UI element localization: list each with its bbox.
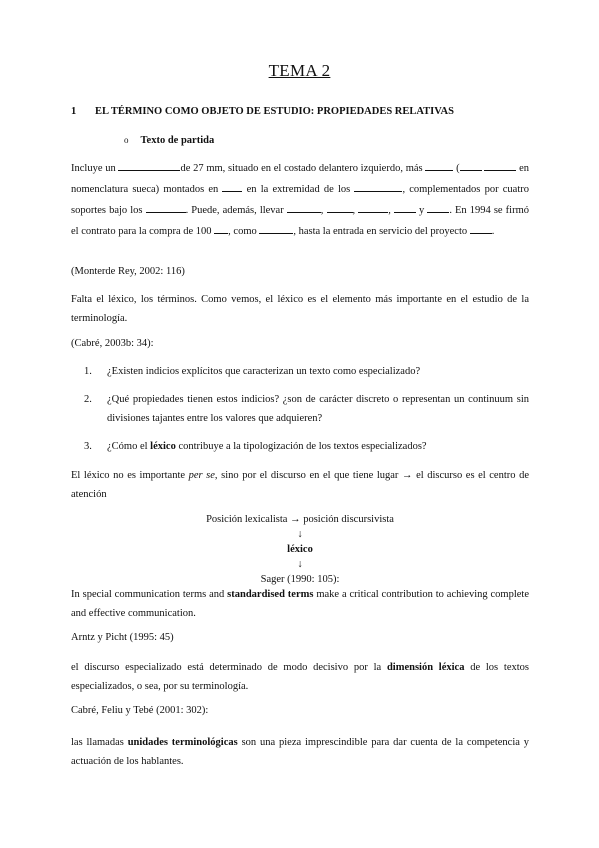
section-number: 1 xyxy=(71,106,77,117)
citation: Arntz y Picht (1995: 45) xyxy=(71,632,174,643)
quote-paragraph: las llamadas unidades terminológicas son una pieza imprescindible para dar cuenta de la competencia y actuación de los hablantes. xyxy=(71,737,529,767)
list-item: 2. ¿Qué propiedades tienen estos indicios? ¿son de carácter discreto o representan un continuum sin divisiones tajantes entre los valores que adquieren? xyxy=(84,394,529,424)
blank-line xyxy=(470,223,492,234)
body-paragraph: El léxico no es importante per se, sino por el discurso en el que tiene lugar → el discurso es el centro de atención xyxy=(71,470,529,500)
list-item: 1. ¿Existen indicios explícitos que caracterizan un texto como especializado? xyxy=(84,366,421,377)
down-arrow-icon: ↓ xyxy=(297,529,303,540)
blank-line xyxy=(484,160,516,171)
citation: (Cabré, 2003b: 34): xyxy=(71,338,154,349)
blank-line xyxy=(118,160,180,171)
blank-line xyxy=(214,223,228,234)
blank-line xyxy=(358,202,388,213)
blank-line xyxy=(287,202,321,213)
blank-line xyxy=(222,181,242,192)
citation: Cabré, Feliu y Tebé (2001: 302): xyxy=(71,705,209,716)
diagram-line: Posición lexicalista → posición discursivista xyxy=(206,514,394,525)
blank-line xyxy=(327,202,353,213)
body-paragraph: Falta el léxico, los términos. Como vemos, el léxico es el elemento más importante en el estudio de la terminología. xyxy=(71,294,529,324)
down-arrow-icon: ↓ xyxy=(297,559,303,570)
blank-line xyxy=(394,202,416,213)
list-item: 3. ¿Cómo el léxico contribuye a la tipologización de los textos especializados? xyxy=(84,441,427,452)
page-title: TEMA 2 xyxy=(268,61,331,80)
subsection-label: Texto de partida xyxy=(140,135,215,146)
citation: Sager (1990: 105): xyxy=(260,574,340,585)
blank-line xyxy=(460,160,482,171)
blank-line xyxy=(259,223,293,234)
blank-line xyxy=(146,202,186,213)
blank-line xyxy=(354,181,402,192)
bullet-icon: o xyxy=(124,135,129,146)
diagram xyxy=(71,512,529,587)
section-title: EL TÉRMINO COMO OBJETO DE ESTUDIO: PROPIEDADES RELATIVAS xyxy=(95,106,454,117)
quote-paragraph: In special communication terms and standardised terms make a critical contribution to achieving complete and effective communication. xyxy=(71,589,529,619)
diagram-center-label: léxico xyxy=(287,544,313,555)
blank-line xyxy=(425,160,453,171)
section-heading xyxy=(71,104,529,120)
gap-fill-paragraph: Incluye un de 27 mm, situado en el costado delantero izquierdo, más ( en nomenclatura sueca) montados en en la extremidad de los , complementados por cuatro soportes bajo los . Puede, además, llevar , , , y . En 1994 se firmó el contrato para la compra de 100 , como , hasta la entrada en servicio del proyecto . xyxy=(71,158,529,242)
blank-line xyxy=(427,202,449,213)
subsection-heading xyxy=(124,133,582,149)
quote-paragraph: el discurso especializado está determinado de modo decisivo por la dimensión léxica de los textos especializados, o sea, por su terminología. xyxy=(71,662,529,692)
citation: (Monterde Rey, 2002: 116) xyxy=(71,266,185,277)
